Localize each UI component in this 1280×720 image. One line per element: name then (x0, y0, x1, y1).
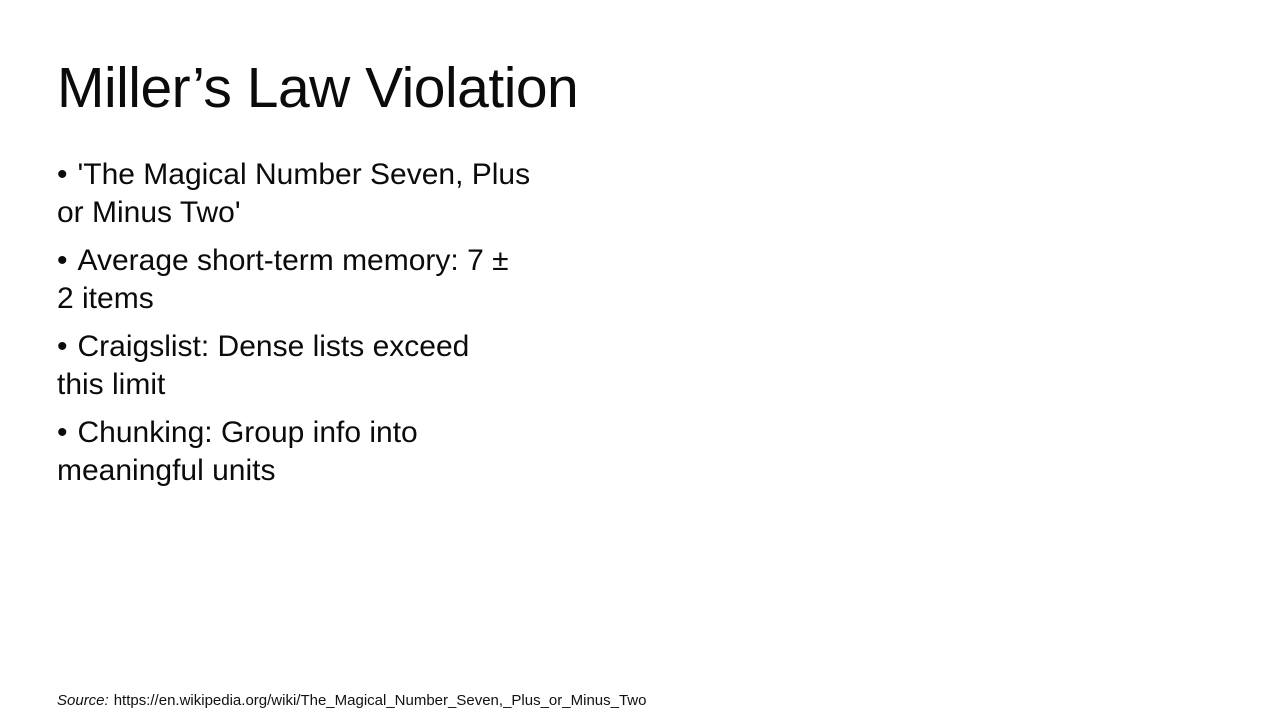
bullet-item (57, 242, 617, 318)
bullet-line (57, 328, 617, 366)
source-url: https://en.wikipedia.org/wiki/The_Magical_Number_Seven,_Plus_or_Minus_Two (113, 692, 647, 709)
bullet-icon: • (57, 415, 68, 449)
bullet-item (57, 156, 617, 232)
bullet-list (57, 156, 617, 490)
slide-title: Miller’s Law Violation (57, 56, 579, 120)
bullet-line (57, 156, 617, 194)
bullet-text: Average short-term memory: 7 ± (77, 243, 509, 277)
bullet-icon: • (57, 157, 68, 191)
bullet-text-wrap: this limit (57, 367, 166, 401)
bullet-item (57, 328, 617, 404)
source-label: Source: (57, 692, 109, 709)
bullet-item (57, 414, 617, 490)
bullet-icon: • (57, 329, 68, 363)
bullet-text: 'The Magical Number Seven, Plus (77, 157, 531, 191)
bullet-text: Chunking: Group info into (77, 415, 418, 449)
bullet-text: Craigslist: Dense lists exceed (77, 329, 470, 363)
bullet-text-wrap: meaningful units (57, 453, 276, 487)
bullet-text-wrap: 2 items (57, 281, 154, 315)
bullet-line (57, 242, 617, 280)
bullet-text-wrap: or Minus Two' (57, 195, 241, 229)
source-line (57, 691, 646, 710)
bullet-icon: • (57, 243, 68, 277)
bullet-line (57, 414, 617, 452)
